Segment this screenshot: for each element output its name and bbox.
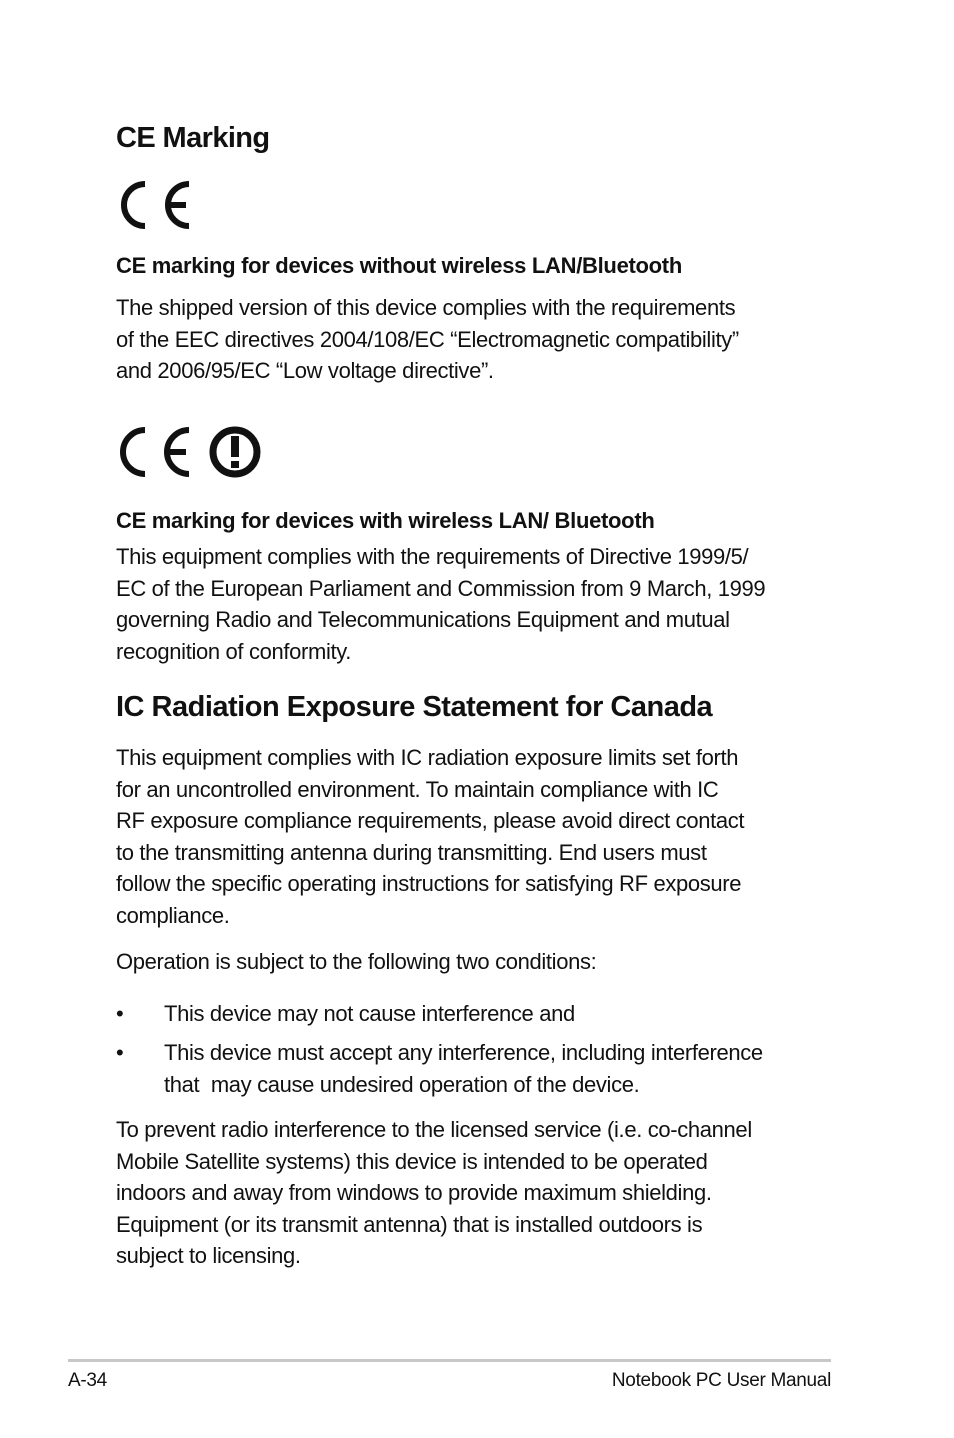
paragraph-line: indoors and away from windows to provide maximum shielding. xyxy=(116,1180,712,1206)
list-item-line: that may cause undesired operation of the device. xyxy=(164,1071,640,1097)
ce-with-wireless-subheading: CE marking for devices with wireless LAN/ Bluetooth xyxy=(116,508,655,533)
paragraph-line: of the EEC directives 2004/108/EC “Electromagnetic compatibility” xyxy=(116,326,739,352)
paragraph-line: subject to licensing. xyxy=(116,1243,301,1269)
paragraph-line: Equipment (or its transmit antenna) that is installed outdoors is xyxy=(116,1211,703,1237)
ce-with-wireless-paragraph xyxy=(116,541,846,667)
paragraph-line: to the transmitting antenna during transmitting. End users must xyxy=(116,839,707,865)
paragraph-line: This equipment complies with IC radiation exposure limits set forth xyxy=(116,745,739,770)
paragraph-line: compliance. xyxy=(116,902,230,928)
list-item xyxy=(116,1037,846,1101)
list-item xyxy=(116,998,846,1030)
paragraph-line: Operation is subject to the following two conditions: xyxy=(116,949,597,974)
list-item-line: This device must accept any interference, including interference xyxy=(164,1040,763,1065)
list-item-line: This device may not cause interference and xyxy=(164,1001,575,1026)
ce-mark-icon xyxy=(116,178,196,232)
ce-without-wireless-subheading: CE marking for devices without wireless LAN/Bluetooth xyxy=(116,253,682,278)
paragraph-line: and 2006/95/EC “Low voltage directive”. xyxy=(116,358,494,384)
paragraph-line: recognition of conformity. xyxy=(116,638,352,664)
paragraph-line: follow the specific operating instructions for satisfying RF exposure xyxy=(116,871,742,897)
ic-radiation-heading: IC Radiation Exposure Statement for Canada xyxy=(116,691,713,723)
list-item-text xyxy=(164,1037,763,1100)
paragraph-line: Mobile Satellite systems) this device is intended to be operated xyxy=(116,1148,708,1174)
paragraph-line: for an uncontrolled environment. To maintain compliance with IC xyxy=(116,776,719,802)
bullet-marker: • xyxy=(116,1001,124,1026)
paragraph-line: governing Radio and Telecommunications Equipment and mutual xyxy=(116,607,730,633)
ic-conditions-intro xyxy=(116,946,846,978)
paragraph-line: To prevent radio interference to the licensed service (i.e. co-channel xyxy=(116,1117,752,1142)
ce-marking-heading: CE Marking xyxy=(116,122,270,154)
paragraph-line: RF exposure compliance requirements, please avoid direct contact xyxy=(116,808,745,834)
footer-manual-title: Notebook PC User Manual xyxy=(611,1370,831,1391)
paragraph-line: EC of the European Parliament and Commission from 9 March, 1999 xyxy=(116,575,766,601)
paragraph-line: This equipment complies with the requirements of Directive 1999/5/ xyxy=(116,544,749,569)
ic-exposure-paragraph xyxy=(116,742,846,932)
ce-alert-mark-group xyxy=(116,424,266,480)
footer-page-number: A-34 xyxy=(68,1370,107,1391)
ce-without-wireless-paragraph xyxy=(116,292,846,387)
bullet-marker: • xyxy=(116,1040,124,1065)
paragraph-line: The shipped version of this device complies with the requirements xyxy=(116,295,736,320)
list-item-text xyxy=(164,998,575,1030)
class2-alert-icon xyxy=(213,430,257,474)
ic-licensing-paragraph xyxy=(116,1114,846,1272)
ce-mark-icon xyxy=(116,424,266,480)
footer-divider xyxy=(68,1359,831,1362)
